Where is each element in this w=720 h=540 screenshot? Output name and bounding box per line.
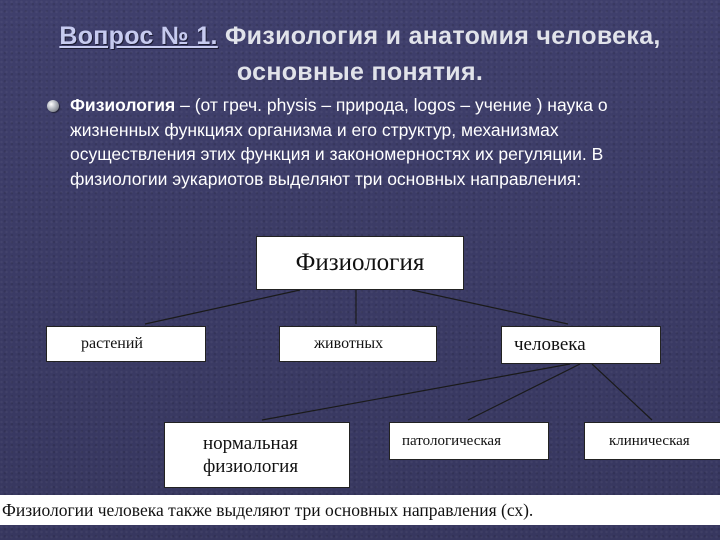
connector-root-plants — [145, 290, 300, 324]
bullet-icon — [47, 100, 59, 112]
root-label: Физиология — [295, 249, 425, 276]
connector-root-human — [412, 290, 568, 324]
diagram-root-physiology — [256, 236, 464, 290]
definition-text: – (от греч. physis – природа, logos – учение ) наука о жизненных функциях организма и его структур, механизмах осуществления этих функция и закономерностях их регуляции. В физиологии эукариотов выделяют три основных направления: — [70, 95, 608, 189]
diagram-node-normal — [164, 422, 350, 488]
connector-human-clinical — [592, 364, 652, 420]
diagram-node-pathological — [389, 422, 549, 460]
node-animals-label: животных — [314, 335, 384, 352]
node-normal-label: нормальная физиология — [203, 433, 299, 477]
diagram-node-human — [501, 326, 661, 364]
diagram-node-animals — [279, 326, 437, 362]
definition-term: Физиология — [70, 95, 176, 115]
slide-title — [0, 18, 720, 90]
node-plants-label: растений — [81, 335, 143, 352]
connector-human-patho — [468, 364, 580, 420]
definition-paragraph — [70, 93, 670, 191]
node-human-label: человека — [514, 334, 586, 355]
diagram-node-plants — [46, 326, 206, 362]
node-patho-label: патологическая — [402, 432, 501, 449]
diagram-node-clinical — [584, 422, 720, 460]
title-question: Вопрос № 1. — [59, 22, 218, 50]
title-topic: Физиология и анатомия человека, основные понятия. — [217, 22, 661, 86]
footer-caption-text: Физиологии человека также выделяют три основных направления (сх). — [2, 500, 534, 520]
footer-caption — [0, 495, 720, 525]
connector-human-normal — [262, 364, 570, 420]
node-clinical-label: клиническая — [609, 432, 690, 449]
